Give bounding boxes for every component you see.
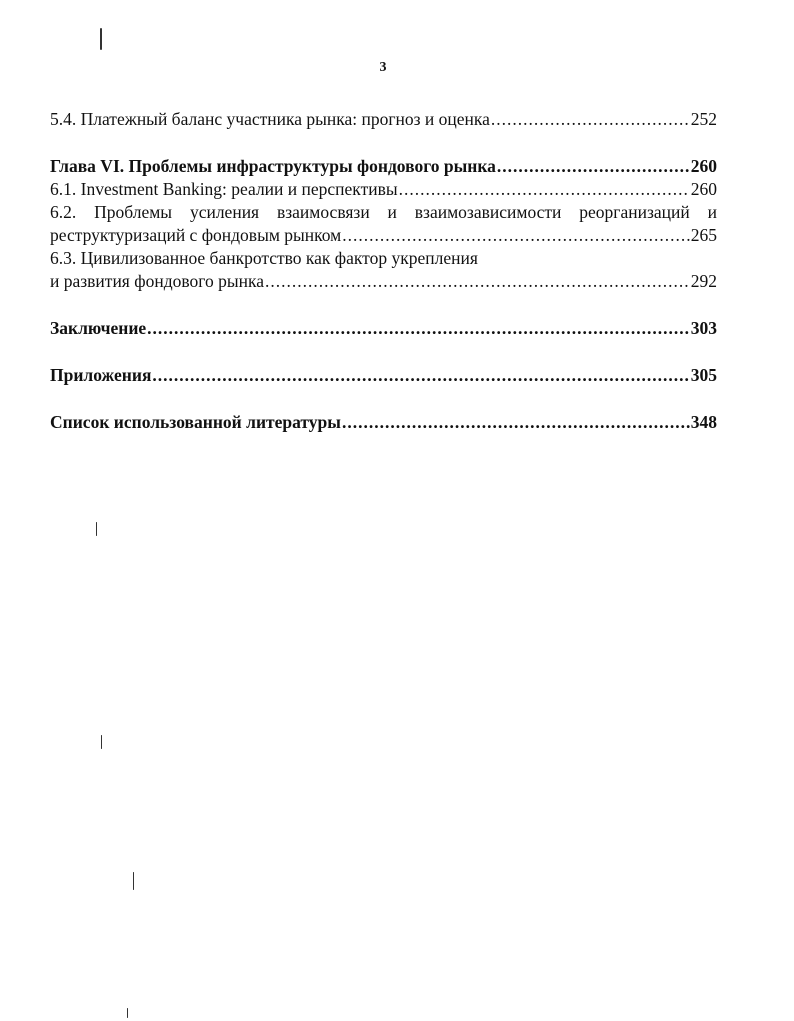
scan-mark <box>96 522 97 536</box>
spacer <box>50 340 717 364</box>
dot-leader <box>497 155 690 178</box>
toc-entry-page: 260 <box>690 156 717 176</box>
toc-chapter-6 <box>50 155 717 178</box>
toc-entry-title: 5.4. Платежный баланс участника рынка: прогноз и оценка <box>50 109 490 129</box>
spacer <box>50 131 717 155</box>
toc-entry-title: и развития фондового рынка <box>50 271 264 291</box>
toc-entry-5-4 <box>50 108 717 131</box>
toc-entry-page: 348 <box>690 412 717 432</box>
toc-entry-6-3 <box>50 270 717 293</box>
dot-leader <box>342 411 690 434</box>
dot-leader <box>152 364 689 387</box>
toc-entry-6-3-line1: 6.3. Цивилизованное банкротство как фактор укрепления <box>50 248 478 268</box>
toc-bibliography <box>50 411 717 434</box>
toc-entry-title: Список использованной литературы <box>50 412 341 432</box>
toc-entry-page: 252 <box>690 109 717 129</box>
scan-mark <box>100 28 102 50</box>
dot-leader <box>147 317 690 340</box>
toc-entry-6-1 <box>50 178 717 201</box>
toc-entry-title: реструктуризаций с фондовым рынком <box>50 225 342 245</box>
spacer <box>50 387 717 411</box>
toc-entry-title: Приложения <box>50 365 152 385</box>
scan-mark <box>127 1008 128 1018</box>
scan-mark <box>133 872 134 890</box>
toc-entry-title: Глава VI. Проблемы инфраструктуры фондового рынка <box>50 156 496 176</box>
toc-entry-title: 6.1. Investment Banking: реалии и перспективы <box>50 179 398 199</box>
toc-entry-page: 292 <box>690 271 717 291</box>
dot-leader <box>342 224 689 247</box>
toc-appendices <box>50 364 717 387</box>
dot-leader <box>399 178 690 201</box>
dot-leader <box>265 270 690 293</box>
toc-entry-page: 303 <box>690 318 717 338</box>
scan-mark <box>101 735 102 749</box>
toc-entry-page: 265 <box>690 225 717 245</box>
toc-entry-6-2-line1: 6.2. Проблемы усиления взаимосвязи и взаимозависимости реорганизаций и <box>50 202 717 222</box>
table-of-contents <box>50 108 717 434</box>
toc-entry-page: 305 <box>690 365 717 385</box>
page-number: 3 <box>379 60 387 75</box>
toc-entry-page: 260 <box>690 179 717 199</box>
toc-conclusion <box>50 317 717 340</box>
spacer <box>50 293 717 317</box>
toc-entry-title: Заключение <box>50 318 147 338</box>
dot-leader <box>491 108 690 131</box>
toc-entry-6-2 <box>50 224 717 247</box>
